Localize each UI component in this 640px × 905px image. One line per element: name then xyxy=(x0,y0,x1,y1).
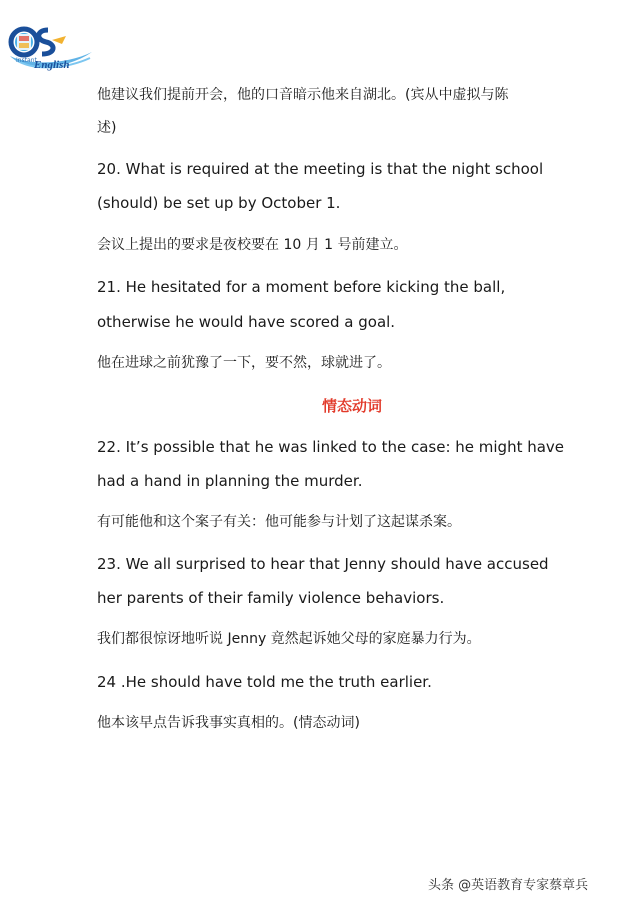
text-line: (should) be set up by October 1. xyxy=(97,194,341,212)
text-line: 22. It’s possible that he was linked to the case: he might have xyxy=(97,438,565,456)
logo-caption: Instant xyxy=(16,57,37,64)
text-line: 24 .He should have told me the truth earlier. xyxy=(97,673,432,691)
text-line: 他本该早点告诉我事实真相的。(情态动词) xyxy=(97,715,360,731)
watermark-footer: 头条 @英语教育专家蔡章兵 xyxy=(428,878,589,893)
text-line: had a hand in planning the murder. xyxy=(97,472,363,490)
text-line: 20. What is required at the meeting is that the night school xyxy=(97,160,544,178)
text-line: 他在进球之前犹豫了一下，要不然，球就进了。 xyxy=(97,355,391,371)
logo-word: English xyxy=(34,59,70,71)
text-line: 有可能他和这个案子有关：他可能参与计划了这起谋杀案。 xyxy=(97,514,461,530)
text-line: 述) xyxy=(97,120,117,136)
text-line: 21. He hesitated for a moment before kicking the ball, xyxy=(97,278,506,296)
text-line: 我们都很惊讶地听说 Jenny 竟然起诉她父母的家庭暴力行为。 xyxy=(97,631,481,647)
section-title: 情态动词 xyxy=(321,397,382,415)
text-line: 会议上提出的要求是夜校要在 10 月 1 号前建立。 xyxy=(97,237,408,253)
text-line: her parents of their family violence behaviors. xyxy=(97,589,445,607)
text-line: otherwise he would have scored a goal. xyxy=(97,313,396,331)
text-line: 他建议我们提前开会，他的口音暗示他来自湖北。(宾从中虚拟与陈 xyxy=(97,87,509,103)
text-line: 23. We all surprised to hear that Jenny should have accused xyxy=(97,555,549,573)
